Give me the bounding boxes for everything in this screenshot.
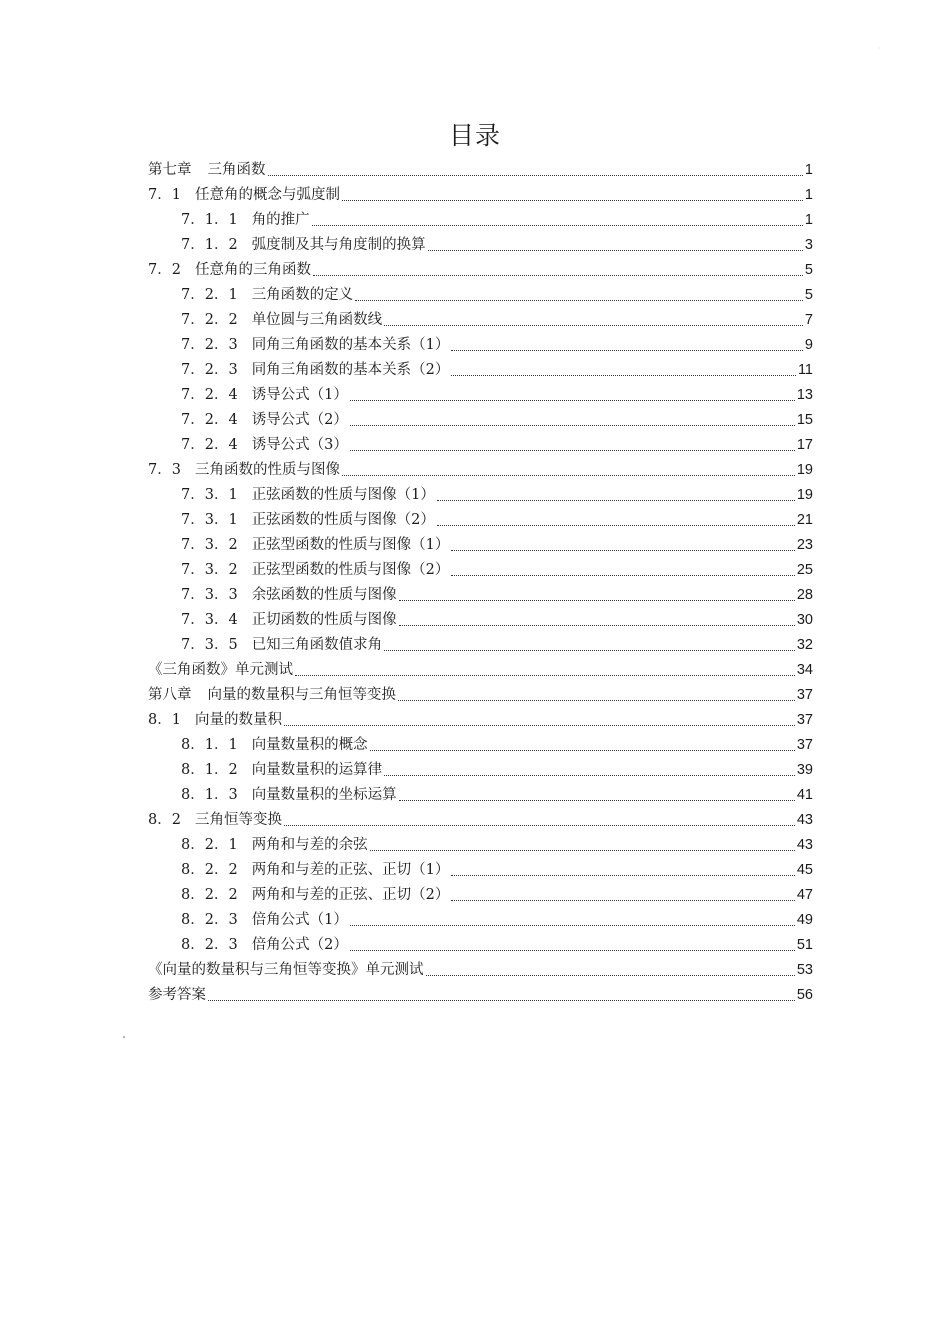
dot-leader — [350, 425, 795, 426]
toc-entry-title: 诱导公式（3） — [251, 437, 348, 453]
toc-entry-label — [181, 908, 348, 933]
toc-entry-page-number: 34 — [796, 662, 813, 678]
toc-entry-label — [181, 233, 426, 258]
toc-entry-title: 正弦函数的性质与图像（2） — [251, 512, 435, 528]
toc-entry-number: 8．2．3 — [181, 912, 238, 928]
toc-entry — [148, 533, 813, 558]
toc-entry-page-number: 19 — [796, 487, 813, 503]
dot-leader — [451, 875, 794, 876]
toc-entry-number: 7．3．2 — [181, 562, 238, 578]
dot-leader — [370, 850, 795, 851]
toc-entry — [148, 758, 813, 783]
toc-entry-label — [181, 883, 449, 908]
toc-entry-title: 参考答案 — [148, 987, 206, 1003]
toc-entry-page-number: 30 — [796, 612, 813, 628]
dot-leader — [295, 675, 795, 676]
dot-leader — [428, 250, 803, 251]
toc-entry-label — [148, 983, 206, 1008]
toc-entry — [148, 233, 813, 258]
toc-entry-title: 弧度制及其与角度制的换算 — [251, 237, 426, 253]
toc-entry-title: 正弦函数的性质与图像（1） — [251, 487, 435, 503]
dot-leader — [437, 525, 795, 526]
toc-entry-title: 向量数量积的概念 — [251, 737, 368, 753]
toc-entry — [148, 583, 813, 608]
toc-entry-title: 两角和与差的正弦、正切（2） — [251, 887, 450, 903]
toc-entry-page-number: 53 — [796, 962, 813, 978]
dot-leader — [284, 725, 795, 726]
toc-entry-label — [148, 658, 293, 683]
toc-entry-number: 8．2 — [148, 812, 181, 828]
toc-entry-title: 三角函数的定义 — [251, 287, 354, 303]
toc-entry-page-number: 37 — [796, 687, 813, 703]
dot-leader — [384, 775, 795, 776]
toc-entry — [148, 633, 813, 658]
toc-entry-title: 同角三角函数的基本关系（1） — [251, 337, 450, 353]
toc-entry-title: 诱导公式（1） — [251, 387, 348, 403]
toc-entry-page-number: 1 — [804, 162, 813, 178]
toc-entry-page-number: 11 — [797, 362, 813, 378]
toc-entry-page-number: 17 — [796, 437, 813, 453]
toc-entry-number: 第七章 — [148, 162, 192, 178]
toc-entry-label — [181, 833, 368, 858]
toc-entry-number: 第八章 — [148, 687, 192, 703]
toc-entry-label — [181, 383, 348, 408]
toc-entry — [148, 258, 813, 283]
scan-speck — [123, 1036, 125, 1038]
toc-entry-title: 向量数量积的运算律 — [251, 762, 383, 778]
toc-entry — [148, 558, 813, 583]
toc-entry-label — [181, 783, 397, 808]
toc-entry-number: 7．1．2 — [181, 237, 238, 253]
toc-entry-number: 8．2．2 — [181, 887, 238, 903]
toc-entry-label — [181, 358, 449, 383]
dot-leader — [342, 200, 803, 201]
toc-entry — [148, 708, 813, 733]
toc-entry-page-number: 1 — [804, 187, 813, 203]
dot-leader — [342, 475, 795, 476]
toc-entry-page-number: 32 — [796, 637, 813, 653]
toc-entry-label — [148, 708, 282, 733]
toc-entry-label — [181, 508, 435, 533]
toc-entry — [148, 508, 813, 533]
toc-entry-page-number: 51 — [796, 937, 813, 953]
dot-leader — [355, 300, 803, 301]
toc-entry-page-number: 39 — [796, 762, 813, 778]
toc-entry-title: 正弦型函数的性质与图像（1） — [251, 537, 450, 553]
toc-entry-title: 三角函数 — [207, 162, 266, 178]
toc-entry-label — [181, 333, 449, 358]
toc-entry-page-number: 43 — [796, 812, 813, 828]
toc-entry — [148, 683, 813, 708]
dot-leader — [399, 625, 795, 626]
toc-entry-number: 7．3．5 — [181, 637, 238, 653]
dot-leader — [437, 500, 795, 501]
dot-leader — [451, 900, 794, 901]
toc-entry-label — [181, 408, 348, 433]
toc-entry-title: 倍角公式（1） — [251, 912, 348, 928]
toc-entry-page-number: 5 — [804, 287, 813, 303]
toc-entry-title: 向量的数量积与三角恒等变换 — [207, 687, 396, 703]
toc-entry-label — [148, 683, 396, 708]
dot-leader — [268, 175, 803, 176]
dot-leader — [451, 575, 794, 576]
toc-entry — [148, 733, 813, 758]
toc-entry — [148, 858, 813, 883]
toc-entry-title: 三角恒等变换 — [194, 812, 282, 828]
toc-entry-title: 余弦函数的性质与图像 — [251, 587, 397, 603]
toc-entry-page-number: 47 — [796, 887, 813, 903]
toc-entry-label — [181, 558, 449, 583]
toc-entry-page-number: 13 — [796, 387, 813, 403]
dot-leader — [208, 1000, 795, 1001]
toc-entry-label — [181, 483, 435, 508]
toc-entry — [148, 308, 813, 333]
toc-entry — [148, 933, 813, 958]
toc-entry-number: 7．3．1 — [181, 487, 238, 503]
toc-entry-number: 7．3．3 — [181, 587, 238, 603]
toc-entry-label — [148, 258, 311, 283]
toc-entry-page-number: 43 — [796, 837, 813, 853]
toc-entry-number: 7．2．2 — [181, 312, 238, 328]
dot-leader — [312, 225, 803, 226]
toc-entry-number: 8．2．1 — [181, 837, 238, 853]
scan-mark: · — [878, 44, 881, 53]
dot-leader — [399, 800, 795, 801]
toc-entry-number: 7．3．4 — [181, 612, 238, 628]
toc-entry-label — [148, 458, 340, 483]
toc-entry-label — [181, 533, 449, 558]
toc-entry-title: 《向量的数量积与三角恒等变换》单元测试 — [148, 962, 424, 978]
toc-entry-number: 8．1 — [148, 712, 181, 728]
toc-entry-page-number: 9 — [804, 337, 813, 353]
toc-entry-title: 向量的数量积 — [194, 712, 282, 728]
toc-entry-number: 8．2．3 — [181, 937, 238, 953]
toc-entry-title: 任意角的三角函数 — [194, 262, 311, 278]
toc-entry-title: 向量数量积的坐标运算 — [251, 787, 397, 803]
toc-entry — [148, 983, 813, 1008]
toc-entry-page-number: 3 — [804, 237, 813, 253]
dot-leader — [350, 925, 795, 926]
toc-entry-label — [148, 958, 424, 983]
toc-entry-label — [181, 858, 449, 883]
dot-leader — [370, 750, 795, 751]
toc-entry-page-number: 15 — [796, 412, 813, 428]
toc-entry-title: 两角和与差的余弦 — [251, 837, 368, 853]
toc-entry — [148, 483, 813, 508]
toc-entry-label — [148, 158, 266, 183]
dot-leader — [350, 400, 795, 401]
toc-entry — [148, 783, 813, 808]
toc-entry — [148, 458, 813, 483]
toc-entry-number: 7．2．4 — [181, 412, 238, 428]
dot-leader — [398, 700, 795, 701]
toc-entry — [148, 183, 813, 208]
toc-entry-number: 7．3 — [148, 462, 181, 478]
toc-entry-label — [181, 208, 310, 233]
dot-leader — [426, 975, 795, 976]
toc-entry-page-number: 25 — [796, 562, 813, 578]
toc-entry-number: 7．1 — [148, 187, 181, 203]
toc-entry-label — [181, 433, 348, 458]
toc-entry-title: 已知三角函数值求角 — [251, 637, 383, 653]
toc-entry — [148, 433, 813, 458]
toc-entry-number: 7．2．1 — [181, 287, 238, 303]
toc-entry — [148, 808, 813, 833]
toc-entry-number: 7．1．1 — [181, 212, 238, 228]
table-of-contents — [148, 158, 813, 1008]
toc-entry — [148, 658, 813, 683]
toc-entry — [148, 908, 813, 933]
toc-entry — [148, 958, 813, 983]
toc-entry-number: 7．2．4 — [181, 387, 238, 403]
toc-entry-page-number: 37 — [796, 712, 813, 728]
toc-entry-label — [181, 758, 382, 783]
dot-leader — [451, 550, 794, 551]
toc-entry-number: 7．2．3 — [181, 362, 238, 378]
toc-entry-number: 7．2 — [148, 262, 181, 278]
toc-entry — [148, 833, 813, 858]
toc-entry-title: 正弦型函数的性质与图像（2） — [251, 562, 450, 578]
toc-entry-label — [181, 283, 353, 308]
toc-entry-title: 三角函数的性质与图像 — [194, 462, 340, 478]
toc-entry-label — [148, 808, 282, 833]
toc-entry-number: 8．1．1 — [181, 737, 238, 753]
dot-leader — [384, 325, 803, 326]
toc-entry-number: 7．3．2 — [181, 537, 238, 553]
toc-entry-page-number: 21 — [796, 512, 813, 528]
toc-entry — [148, 158, 813, 183]
dot-leader — [350, 950, 795, 951]
toc-entry — [148, 883, 813, 908]
toc-entry-page-number: 41 — [796, 787, 813, 803]
toc-entry-title: 同角三角函数的基本关系（2） — [251, 362, 450, 378]
toc-entry-number: 7．2．3 — [181, 337, 238, 353]
toc-entry-label — [181, 733, 368, 758]
toc-entry-title: 任意角的概念与弧度制 — [194, 187, 340, 203]
toc-entry-page-number: 37 — [796, 737, 813, 753]
dot-leader — [384, 650, 795, 651]
toc-entry-label — [181, 933, 348, 958]
toc-entry — [148, 208, 813, 233]
toc-entry-title: 角的推广 — [251, 212, 310, 228]
toc-entry — [148, 408, 813, 433]
toc-entry-number: 8．2．2 — [181, 862, 238, 878]
toc-entry — [148, 333, 813, 358]
toc-entry — [148, 283, 813, 308]
dot-leader — [313, 275, 803, 276]
toc-entry-page-number: 49 — [796, 912, 813, 928]
toc-entry-title: 倍角公式（2） — [251, 937, 348, 953]
toc-entry-page-number: 28 — [796, 587, 813, 603]
toc-entry — [148, 358, 813, 383]
toc-entry-page-number: 7 — [804, 312, 813, 328]
toc-entry-title: 两角和与差的正弦、正切（1） — [251, 862, 450, 878]
page-title: 目录 — [448, 121, 501, 150]
toc-entry-label — [181, 608, 397, 633]
toc-entry-title: 单位圆与三角函数线 — [251, 312, 383, 328]
dot-leader — [350, 450, 795, 451]
dot-leader — [399, 600, 795, 601]
toc-entry-label — [181, 308, 382, 333]
dot-leader — [284, 825, 795, 826]
toc-entry-page-number: 23 — [796, 537, 813, 553]
toc-entry-label — [181, 583, 397, 608]
toc-entry-page-number: 56 — [796, 987, 813, 1003]
toc-entry-page-number: 5 — [804, 262, 813, 278]
toc-entry — [148, 383, 813, 408]
dot-leader — [451, 375, 796, 376]
toc-entry-page-number: 19 — [796, 462, 813, 478]
dot-leader — [451, 350, 803, 351]
toc-entry-number: 8．1．2 — [181, 762, 238, 778]
toc-entry-page-number: 1 — [804, 212, 813, 228]
toc-entry-page-number: 45 — [796, 862, 813, 878]
toc-entry-number: 7．2．4 — [181, 437, 238, 453]
toc-entry-number: 7．3．1 — [181, 512, 238, 528]
toc-entry-title: 诱导公式（2） — [251, 412, 348, 428]
toc-entry-number: 8．1．3 — [181, 787, 238, 803]
toc-entry-label — [148, 183, 340, 208]
toc-entry-title: 《三角函数》单元测试 — [148, 662, 293, 678]
toc-entry — [148, 608, 813, 633]
toc-entry-title: 正切函数的性质与图像 — [251, 612, 397, 628]
toc-entry-label — [181, 633, 382, 658]
